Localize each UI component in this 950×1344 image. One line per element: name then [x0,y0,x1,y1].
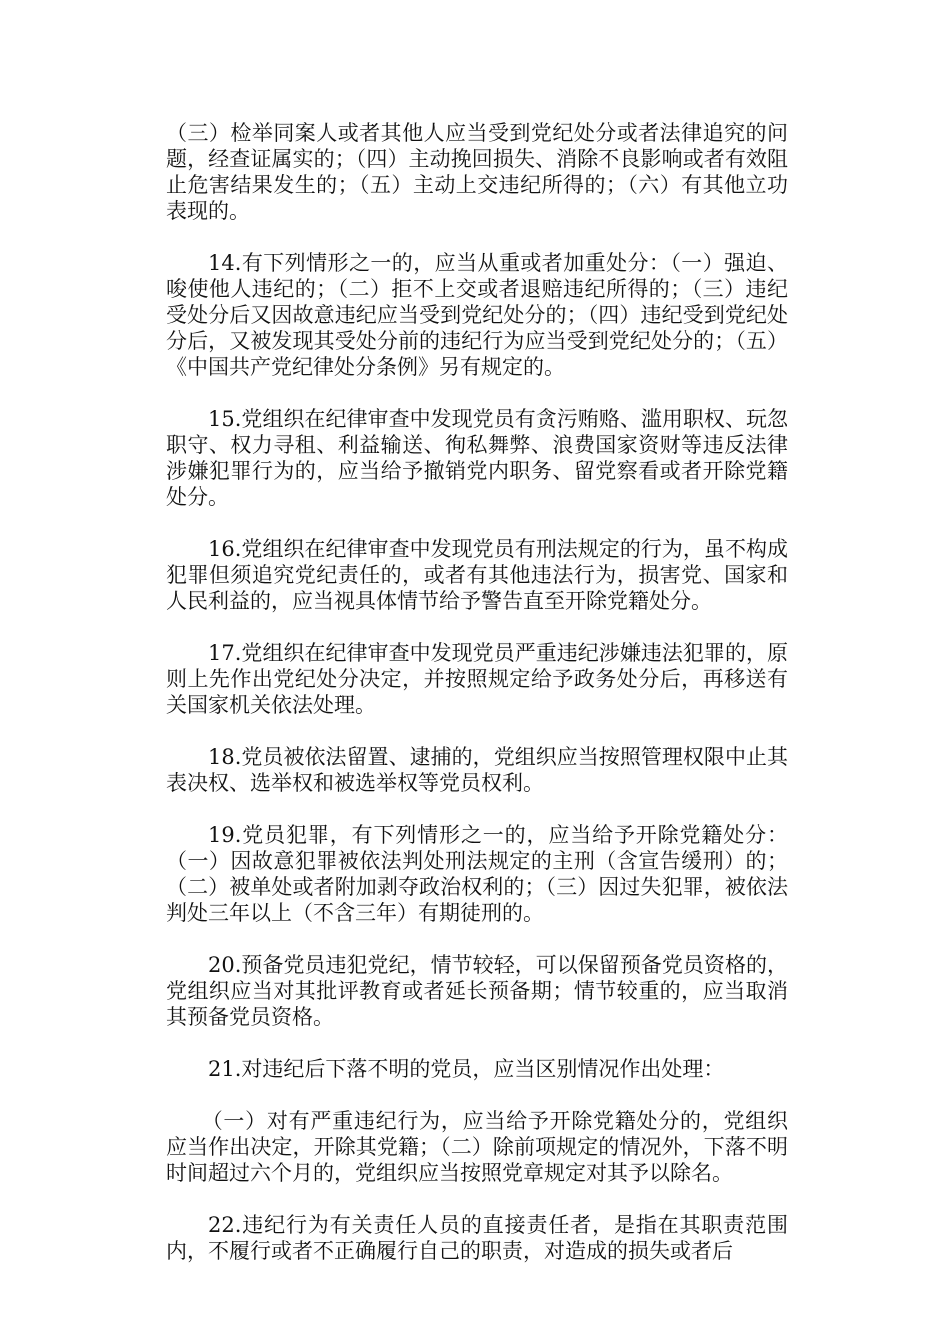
document-body [166,120,788,1290]
paragraph-continuation: （三）检举同案人或者其他人应当受到党纪处分或者法律追究的问题，经查证属实的；（四）主动挽回损失、消除不良影响或者有效阻止危害结果发生的；（五）主动上交违纪所得的；（六）有其他立功表现的。 [166,121,788,223]
paragraph-item-19: 19.党员犯罪，有下列情形之一的，应当给予开除党籍处分：（一）因故意犯罪被依法判处刑法规定的主刑（含宣告缓刑）的；（二）被单处或者附加剥夺政治权利的；（三）因过失犯罪，被依法判处三年以上（不含三年）有期徒刑的。 [166,823,788,925]
paragraph-item-16: 16.党组织在纪律审查中发现党员有刑法规定的行为，虽不构成犯罪但须追究党纪责任的，或者有其他违法行为，损害党、国家和人民利益的，应当视具体情节给予警告直至开除党籍处分。 [166,537,788,613]
paragraph-item-15: 15.党组织在纪律审查中发现党员有贪污贿赂、滥用职权、玩忽职守、权力寻租、利益输送、徇私舞弊、浪费国家资财等违反法律涉嫌犯罪行为的，应当给予撤销党内职务、留党察看或者开除党籍处分。 [166,407,788,509]
paragraph-item-14: 14.有下列情形之一的，应当从重或者加重处分：（一）强迫、唆使他人违纪的；（二）拒不上交或者退赔违纪所得的；（三）违纪受处分后又因故意违纪应当受到党纪处分的；（四）违纪受到党纪处分后，又被发现其受处分前的违纪行为应当受到党纪处分的；（五）《中国共产党纪律处分条例》另有规定的。 [166,251,788,379]
paragraph-item-18: 18.党员被依法留置、逮捕的，党组织应当按照管理权限中止其表决权、选举权和被选举权等党员权利。 [166,745,788,795]
paragraph-item-20: 20.预备党员违犯党纪，情节较轻，可以保留预备党员资格的，党组织应当对其批评教育或者延长预备期；情节较重的，应当取消其预备党员资格。 [166,953,788,1029]
paragraph-item-21: 21.对违纪后下落不明的党员，应当区别情况作出处理： [208,1057,725,1081]
paragraph-item-17: 17.党组织在纪律审查中发现党员严重违纪涉嫌违法犯罪的，原则上先作出党纪处分决定，并按照规定给予政务处分后，再移送有关国家机关依法处理。 [166,641,788,717]
paragraph-item-21-details: （一）对有严重违纪行为，应当给予开除党籍处分的，党组织应当作出决定，开除其党籍；（二）除前项规定的情况外，下落不明时间超过六个月的，党组织应当按照党章规定对其予以除名。 [166,1109,788,1185]
paragraph-item-22: 22.违纪行为有关责任人员的直接责任者，是指在其职责范围内，不履行或者不正确履行自己的职责，对造成的损失或者后 [166,1213,788,1263]
